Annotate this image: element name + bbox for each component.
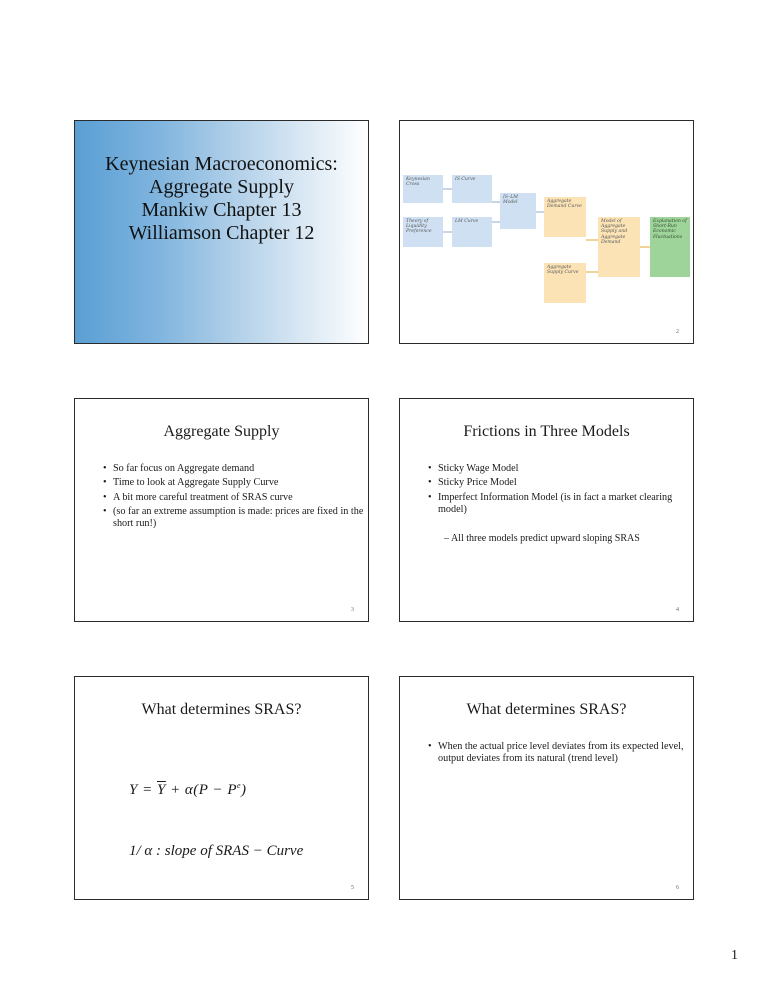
bullet: • So far focus on Aggregate demand [103,463,368,475]
eq-rest: + α(P − P [165,782,237,798]
bullet: • Sticky Wage Model [428,463,693,475]
slide-4-bullets [400,463,693,516]
arrow-1 [443,188,452,190]
slide-4 [399,398,694,622]
slide-4-subbullet: – All three models predict upward sloping SRAS [444,533,640,544]
slide-6-number: 6 [676,885,679,891]
slide-5-number: 5 [351,885,354,891]
slide-5-title: What determines SRAS? [141,701,302,718]
sras-equation: $Y = \overline{Y} + \alpha(P - P^e)$ [129,781,247,798]
eq-y: Y [129,782,138,798]
slide-6 [399,676,694,900]
slide-4-title: Frictions in Three Models [463,423,630,440]
slide-6-title: What determines SRAS? [466,701,627,718]
box-aggregate-supply: Aggregate Supply Curve [544,263,586,303]
slide-2-number: 2 [676,329,679,335]
arrow-5 [536,211,544,213]
arrow-7 [586,271,598,273]
bullet: • (so far an extreme assumption is made: prices are fixed in the short run!) [103,506,368,531]
bullet: • Time to look at Aggregate Supply Curve [103,477,368,489]
bullet: • Imperfect Information Model (is in fact a market clearing model) [428,492,693,517]
arrow-4 [492,221,500,223]
slide-3 [74,398,369,622]
slide-4-number: 4 [676,607,679,613]
box-explanation: Explanation of Short-Run Economic Fluctuations [650,217,690,277]
eq-sup: e [236,781,242,790]
bullet: • Sticky Price Model [428,477,693,489]
bullet: • When the actual price level deviates from its expected level, output deviates from its natural (trend level) [428,741,693,766]
slope-equation: 1/ α : slope of SRAS − Curve [129,843,304,859]
arrow-6 [586,239,598,241]
box-aggregate-demand: Aggregate Demand Curve [544,197,586,237]
slide-3-bullets [75,463,368,530]
arrow-2 [443,231,452,233]
box-is-curve: IS Curve [452,175,492,203]
bullet: • A bit more careful treatment of SRAS curve [103,492,368,504]
arrow-8 [640,246,650,248]
slide-3-title: Aggregate Supply [163,423,280,440]
eq-close: ) [241,782,247,798]
box-model-as-ad: Model of Aggregate Supply and Aggregate Demand [598,217,640,277]
slide-3-number: 3 [351,607,354,613]
box-keynesian-cross: Keynesian Cross [403,175,443,203]
slide-1 [74,120,369,344]
box-islm-model: IS–LM Model [500,193,536,229]
box-lm-curve: LM Curve [452,217,492,247]
slide-6-bullets [400,741,693,766]
page-number: 1 [731,948,738,963]
slide-2 [399,120,694,344]
slide-5 [74,676,369,900]
slide-1-title: Keynesian Macroeconomics: Aggregate Supply Mankiw Chapter 13 Williamson Chapter 12 [105,153,338,244]
eq-ybar: $\overline{Y}$ [156,782,166,798]
arrow-3 [492,201,500,203]
box-liquidity-preference: Theory of Liquidity Preference [403,217,443,247]
